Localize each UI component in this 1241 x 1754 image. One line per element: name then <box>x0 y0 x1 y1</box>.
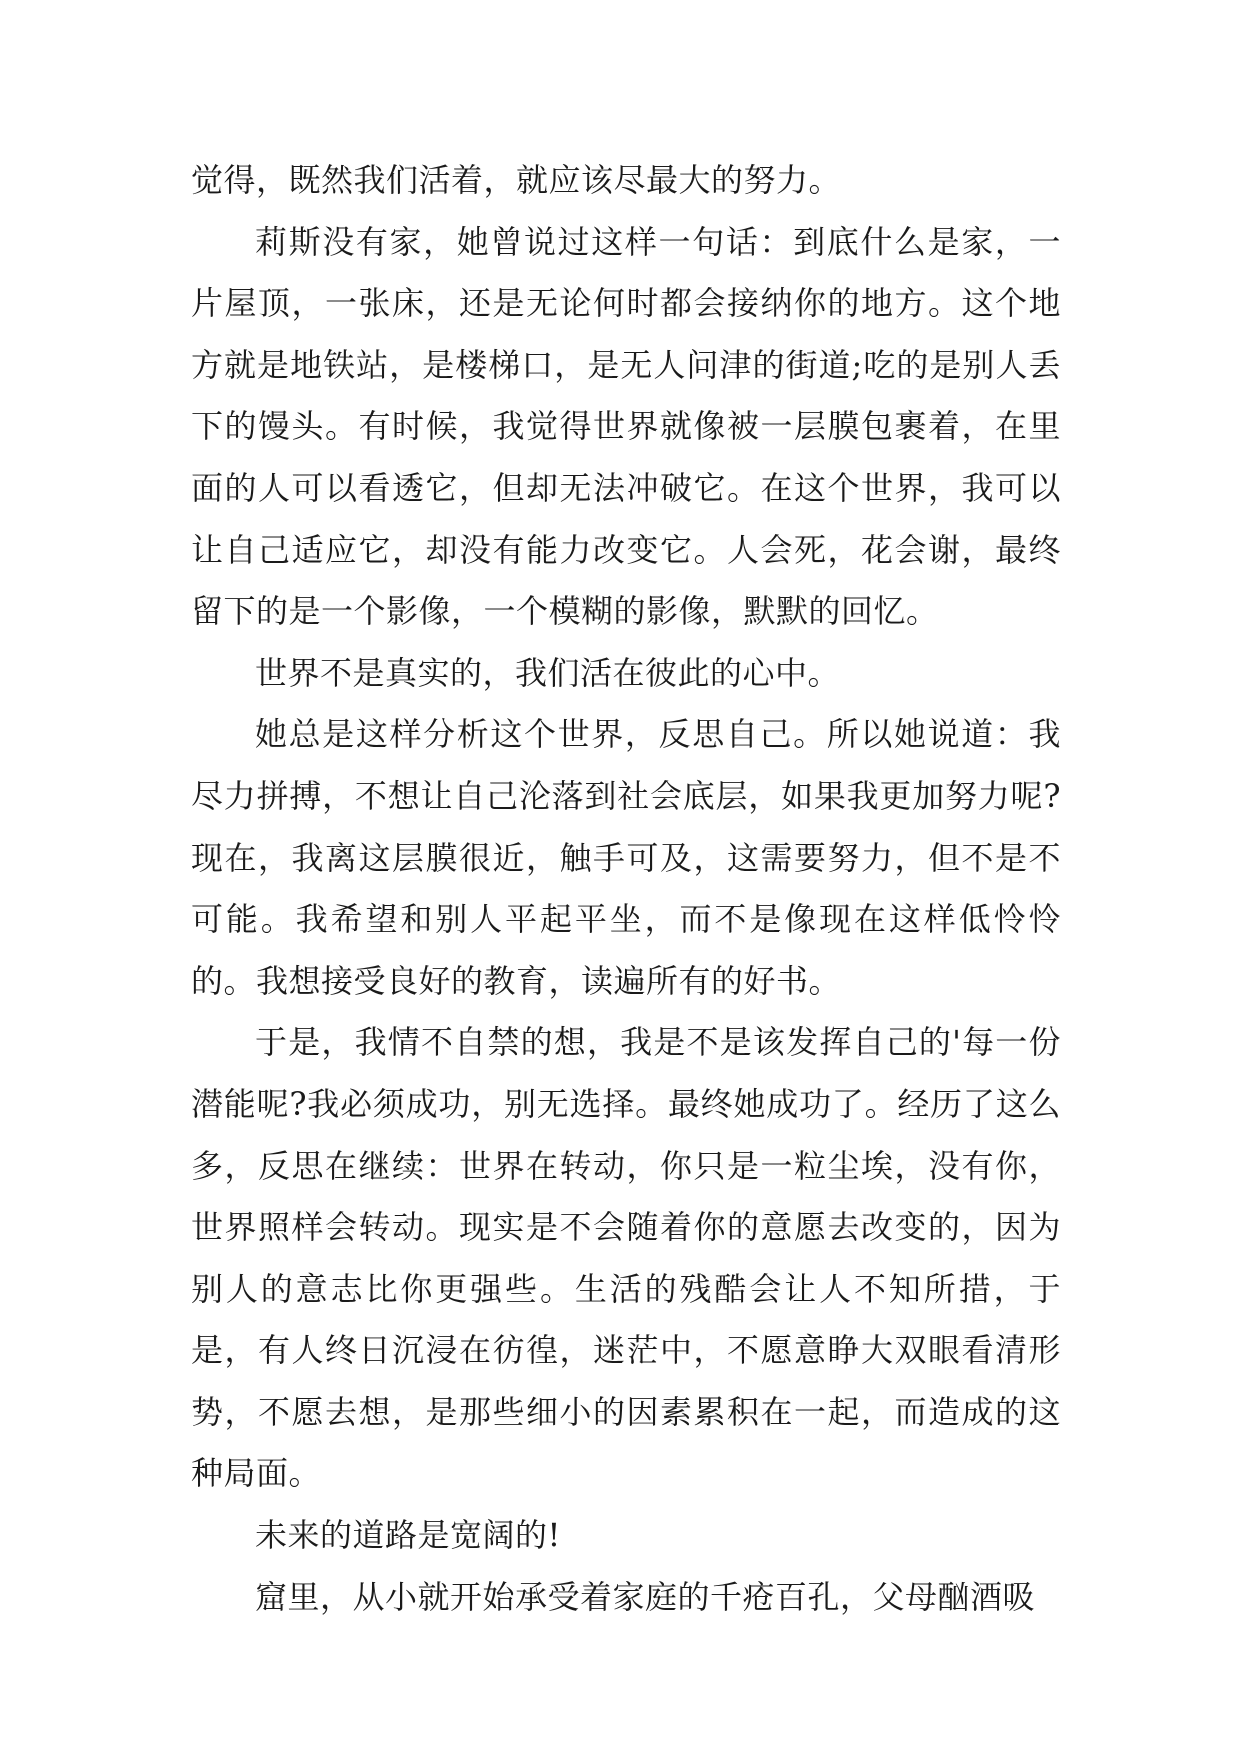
document-body <box>191 150 1061 1628</box>
paragraph: 世界不是真实的，我们活在彼此的心中。 <box>255 653 841 692</box>
paragraph: 觉得，既然我们活着，就应该尽最大的努力。 <box>191 161 842 199</box>
paragraph: 未来的道路是宽阔的! <box>255 1516 561 1555</box>
paragraph: 莉斯没有家，她曾说过这样一句话：到底什么是家，一片屋顶，一张床，还是无论何时都会接纳你的地方。这个地方就是地铁站，是楼梯口，是无人问津的街道;吃的是别人丢下的馒头。有时候，我觉得世界就像被一层膜包裹着，在里面的人可以看透它，但却无法冲破它。在这个世界，我可以让自己适应它，却没有能力改变它。人会死，花会谢，最终留下的是一个影像，一个模糊的影像，默默的回忆。 <box>191 222 1061 631</box>
paragraph: 她总是这样分析这个世界，反思自己。所以她说道：我尽力拼搏，不想让自己沦落到社会底层，如果我更加努力呢?现在，我离这层膜很近，触手可及，这需要努力，但不是不可能。我希望和别人平起平坐，而不是像现在这样低怜怜的。我想接受良好的教育，读遍所有的好书。 <box>191 715 1061 1000</box>
paragraph: 于是，我情不自禁的想，我是不是该发挥自己的'每一份潜能呢?我必须成功，别无选择。最终她成功了。经历了这么多，反思在继续：世界在转动，你只是一粒尘埃，没有你，世界照样会转动。现实是不会随着你的意愿去改变的，因为别人的意志比你更强些。生活的残酷会让人不知所措，于是，有人终日沉浸在彷徨，迷茫中，不愿意睁大双眼看清形势，不愿去想，是那些细小的因素累积在一起，而造成的这种局面。 <box>191 1023 1061 1493</box>
paragraph: 窟里，从小就开始承受着家庭的千疮百孔，父母酗酒吸 <box>255 1577 1036 1616</box>
